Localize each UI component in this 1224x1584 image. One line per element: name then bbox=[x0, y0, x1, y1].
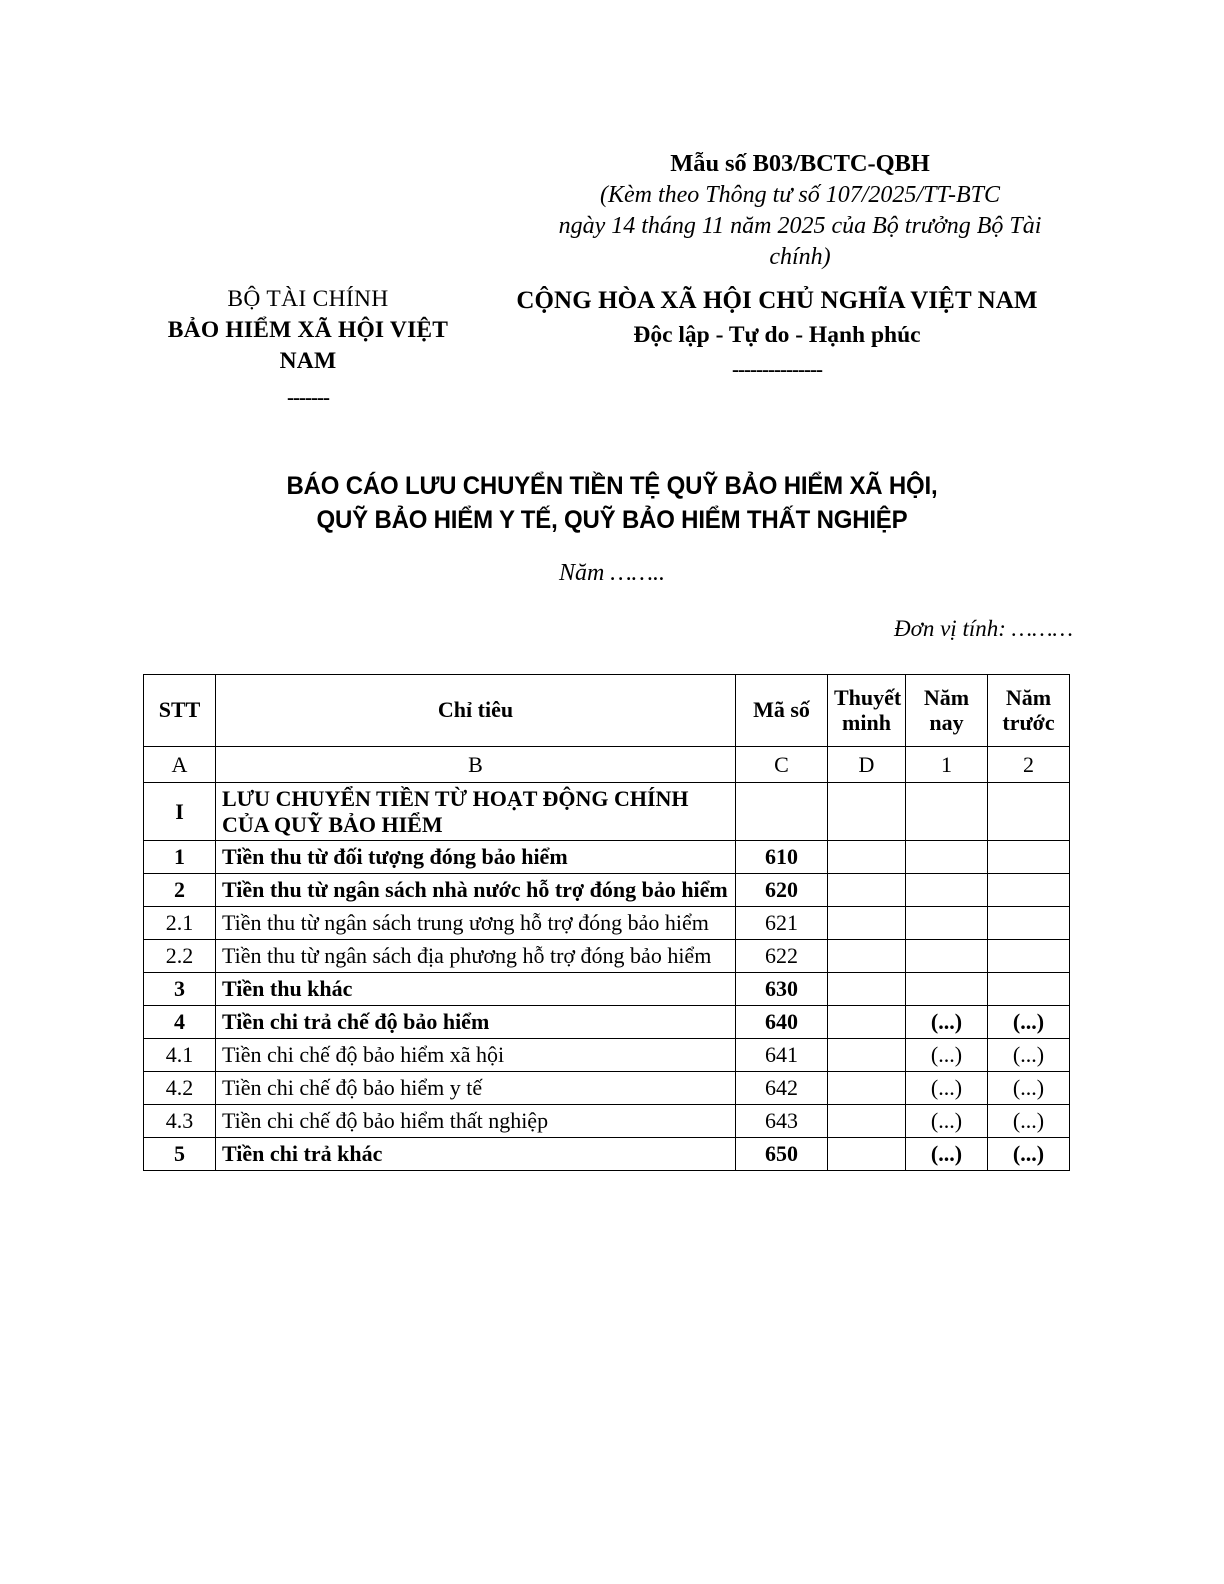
masthead bbox=[143, 284, 1081, 408]
form-code-block bbox=[520, 148, 1080, 273]
cell-note bbox=[828, 940, 906, 973]
column-header-code: Mã số bbox=[736, 675, 828, 747]
column-header-previous-year-line-2: trước bbox=[1002, 709, 1055, 735]
cell-code: 642 bbox=[736, 1072, 828, 1105]
cell-previous-year bbox=[988, 940, 1070, 973]
column-letter-note: D bbox=[828, 747, 906, 783]
cell-current-year: (...) bbox=[906, 1006, 988, 1039]
column-header-note bbox=[828, 675, 906, 747]
cell-stt: 5 bbox=[144, 1138, 216, 1171]
report-year: Năm …….. bbox=[558, 560, 666, 586]
table-row bbox=[144, 973, 1070, 1006]
cell-stt: 1 bbox=[144, 841, 216, 874]
cell-code: 622 bbox=[736, 940, 828, 973]
national-heading-block bbox=[473, 284, 1081, 380]
motto-divider: --------------- bbox=[732, 357, 822, 382]
cell-indicator: Tiền chi chế độ bảo hiểm y tế bbox=[216, 1072, 736, 1105]
cell-note bbox=[828, 874, 906, 907]
agency-name-line-2: NAM bbox=[279, 348, 337, 375]
form-code: Mẫu số B03/BCTC-QBH bbox=[670, 150, 930, 177]
ministry-name: BỘ TÀI CHÍNH bbox=[227, 286, 389, 312]
republic-name: CỘNG HÒA XÃ HỘI CHỦ NGHĨA VIỆT NAM bbox=[516, 287, 1038, 314]
cell-current-year bbox=[906, 841, 988, 874]
column-letter-indicator: B bbox=[216, 747, 736, 783]
report-table-wrapper bbox=[143, 674, 1069, 1171]
cell-indicator: Tiền thu từ ngân sách địa phương hỗ trợ đóng bảo hiểm bbox=[216, 940, 736, 973]
cell-previous-year: (...) bbox=[988, 1138, 1070, 1171]
column-letter-code: C bbox=[736, 747, 828, 783]
cell-current-year: (...) bbox=[906, 1138, 988, 1171]
cell-note bbox=[828, 1138, 906, 1171]
column-letter-stt: A bbox=[144, 747, 216, 783]
page-title-line-2: QUỸ BẢO HIỂM Y TẾ, QUỸ BẢO HIỂM THẤT NGHIỆP bbox=[316, 505, 908, 534]
column-header-note-line-1: Thuyết bbox=[834, 684, 902, 710]
cell-previous-year bbox=[988, 907, 1070, 940]
national-motto: Độc lập - Tự do - Hạnh phúc bbox=[633, 322, 921, 348]
cell-indicator: Tiền thu khác bbox=[216, 973, 736, 1006]
cell-previous-year bbox=[988, 973, 1070, 1006]
cell-code: 650 bbox=[736, 1138, 828, 1171]
cell-previous-year: (...) bbox=[988, 1039, 1070, 1072]
table-letter-row bbox=[144, 747, 1070, 783]
cell-current-year bbox=[906, 973, 988, 1006]
cell-previous-year bbox=[988, 783, 1070, 841]
cell-current-year bbox=[906, 907, 988, 940]
column-header-current-year-line-1: Năm bbox=[923, 684, 970, 710]
cell-previous-year bbox=[988, 841, 1070, 874]
cell-code: 643 bbox=[736, 1105, 828, 1138]
cell-previous-year: (...) bbox=[988, 1105, 1070, 1138]
page-title bbox=[162, 470, 1062, 537]
column-header-previous-year-line-1: Năm bbox=[1005, 684, 1052, 710]
cell-previous-year bbox=[988, 874, 1070, 907]
cell-code: 641 bbox=[736, 1039, 828, 1072]
cell-code bbox=[736, 783, 828, 841]
column-header-previous-year bbox=[988, 675, 1070, 747]
cell-indicator: Tiền chi chế độ bảo hiểm xã hội bbox=[216, 1039, 736, 1072]
table-body bbox=[144, 783, 1070, 1171]
cell-previous-year: (...) bbox=[988, 1072, 1070, 1105]
form-reference-line-2: ngày 14 tháng 11 năm 2025 của Bộ trưởng Bộ Tài bbox=[558, 213, 1042, 240]
cell-indicator: Tiền thu từ ngân sách trung ương hỗ trợ đóng bảo hiểm bbox=[216, 907, 736, 940]
cell-note bbox=[828, 841, 906, 874]
cell-indicator: Tiền chi trả khác bbox=[216, 1138, 736, 1171]
cell-code: 640 bbox=[736, 1006, 828, 1039]
cell-note bbox=[828, 1006, 906, 1039]
cell-stt: 4.2 bbox=[144, 1072, 216, 1105]
column-letter-previous-year: 2 bbox=[988, 747, 1070, 783]
cell-stt: 2 bbox=[144, 874, 216, 907]
table-row bbox=[144, 783, 1070, 841]
column-header-stt: STT bbox=[144, 675, 216, 747]
table-row bbox=[144, 874, 1070, 907]
table-row bbox=[144, 1105, 1070, 1138]
table-row bbox=[144, 907, 1070, 940]
cell-note bbox=[828, 783, 906, 841]
cell-current-year bbox=[906, 783, 988, 841]
table-row bbox=[144, 940, 1070, 973]
cell-current-year: (...) bbox=[906, 1039, 988, 1072]
table-row bbox=[144, 1138, 1070, 1171]
cell-note bbox=[828, 907, 906, 940]
cell-stt: I bbox=[144, 783, 216, 841]
cell-code: 621 bbox=[736, 907, 828, 940]
table-row bbox=[144, 1039, 1070, 1072]
cell-indicator: LƯU CHUYỂN TIỀN TỪ HOẠT ĐỘNG CHÍNH CỦA QUỸ BẢO HIỂM bbox=[216, 783, 736, 841]
currency-unit-label: Đơn vị tính: ……… bbox=[893, 616, 1073, 641]
column-header-current-year-line-2: nay bbox=[929, 709, 964, 735]
cell-indicator: Tiền chi chế độ bảo hiểm thất nghiệp bbox=[216, 1105, 736, 1138]
page-title-line-1: BÁO CÁO LƯU CHUYỂN TIỀN TỆ QUỸ BẢO HIỂM XÃ HỘI, bbox=[286, 472, 938, 500]
column-header-indicator: Chỉ tiêu bbox=[216, 675, 736, 747]
cell-indicator: Tiền chi trả chế độ bảo hiểm bbox=[216, 1006, 736, 1039]
column-header-note-line-2: minh bbox=[842, 709, 891, 735]
cell-note bbox=[828, 1039, 906, 1072]
cell-note bbox=[828, 1072, 906, 1105]
table-row bbox=[144, 1072, 1070, 1105]
form-reference-line-1: (Kèm theo Thông tư số 107/2025/TT-BTC bbox=[599, 181, 1000, 208]
cell-stt: 4.3 bbox=[144, 1105, 216, 1138]
cell-previous-year: (...) bbox=[988, 1006, 1070, 1039]
form-reference-line-3: chính) bbox=[769, 244, 831, 271]
table-row bbox=[144, 1006, 1070, 1039]
cell-stt: 4.1 bbox=[144, 1039, 216, 1072]
cash-flow-report-table bbox=[143, 674, 1070, 1171]
table-header-row bbox=[144, 675, 1070, 747]
cell-code: 610 bbox=[736, 841, 828, 874]
cell-indicator: Tiền thu từ đối tượng đóng bảo hiểm bbox=[216, 841, 736, 874]
cell-note bbox=[828, 1105, 906, 1138]
cell-code: 630 bbox=[736, 973, 828, 1006]
cell-current-year: (...) bbox=[906, 1105, 988, 1138]
cell-stt: 4 bbox=[144, 1006, 216, 1039]
cell-stt: 2.1 bbox=[144, 907, 216, 940]
cell-current-year bbox=[906, 940, 988, 973]
issuing-agency-block bbox=[143, 284, 473, 408]
cell-current-year: (...) bbox=[906, 1072, 988, 1105]
cell-indicator: Tiền thu từ ngân sách nhà nước hỗ trợ đóng bảo hiểm bbox=[216, 874, 736, 907]
cell-stt: 3 bbox=[144, 973, 216, 1006]
cell-current-year bbox=[906, 874, 988, 907]
column-header-current-year bbox=[906, 675, 988, 747]
column-letter-current-year: 1 bbox=[906, 747, 988, 783]
agency-divider: ------- bbox=[287, 385, 329, 410]
agency-name-line-1: BẢO HIỂM XÃ HỘI VIỆT bbox=[167, 317, 449, 344]
cell-stt: 2.2 bbox=[144, 940, 216, 973]
cell-code: 620 bbox=[736, 874, 828, 907]
table-row bbox=[144, 841, 1070, 874]
cell-note bbox=[828, 973, 906, 1006]
